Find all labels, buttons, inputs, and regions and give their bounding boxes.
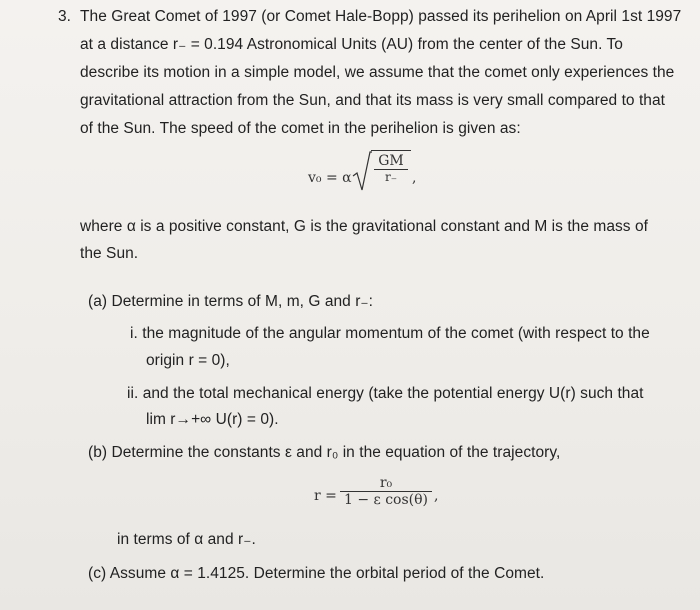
where-line-2: the Sun. [80, 245, 139, 262]
speed-fraction [374, 153, 408, 184]
speed-formula-trail: , [412, 170, 417, 186]
intro-line-1: The Great Comet of 1997 (or Comet Hale-Bopp) passed its perihelion on April 1st 1997 [80, 8, 682, 25]
part-a-i-line-2: origin r = 0), [146, 352, 230, 369]
intro-line-5: of the Sun. The speed of the comet in the perihelion is given as: [80, 120, 521, 137]
problem-number: 3. [58, 8, 72, 25]
part-a-i-line-1: i. the magnitude of the angular momentum of the comet (with respect to the [130, 325, 650, 342]
part-c-label: (c) Assume α = 1.4125. Determine the orbital period of the Comet. [88, 565, 545, 582]
intro-line-2: at a distance r₋ = 0.194 Astronomical Units (AU) from the center of the Sun. To [80, 36, 623, 53]
sqrt-bar [371, 150, 411, 151]
speed-denominator: r₋ [384, 170, 398, 184]
trajectory-formula-trail: , [434, 488, 439, 504]
trajectory-formula-lhs: r = [314, 488, 337, 504]
part-b-label: (b) Determine the constants ε and r₀ in the equation of the trajectory, [88, 444, 561, 461]
speed-formula-lhs: v₀ = α [308, 170, 352, 186]
where-line-1: where α is a positive constant, G is the gravitational constant and M is the mass of [80, 218, 648, 235]
part-b-after: in terms of α and r₋. [117, 531, 256, 548]
intro-line-3: describe its motion in a simple model, we assume that the comet only experiences the [80, 64, 675, 81]
sqrt-sign-icon [352, 150, 372, 194]
part-a-label: (a) Determine in terms of M, m, G and r₋: [88, 293, 373, 310]
speed-numerator: GM [378, 153, 404, 169]
trajectory-denominator: 1 − ε cos(θ) [343, 492, 429, 508]
trajectory-numerator: r₀ [379, 475, 393, 491]
part-a-ii-line-2: lim r→+∞ U(r) = 0). [146, 411, 279, 428]
trajectory-fraction [340, 475, 432, 508]
intro-line-4: gravitational attraction from the Sun, and that its mass is very small compared to that [80, 92, 666, 109]
part-a-ii-line-1: ii. and the total mechanical energy (take the potential energy U(r) such that [127, 385, 644, 402]
